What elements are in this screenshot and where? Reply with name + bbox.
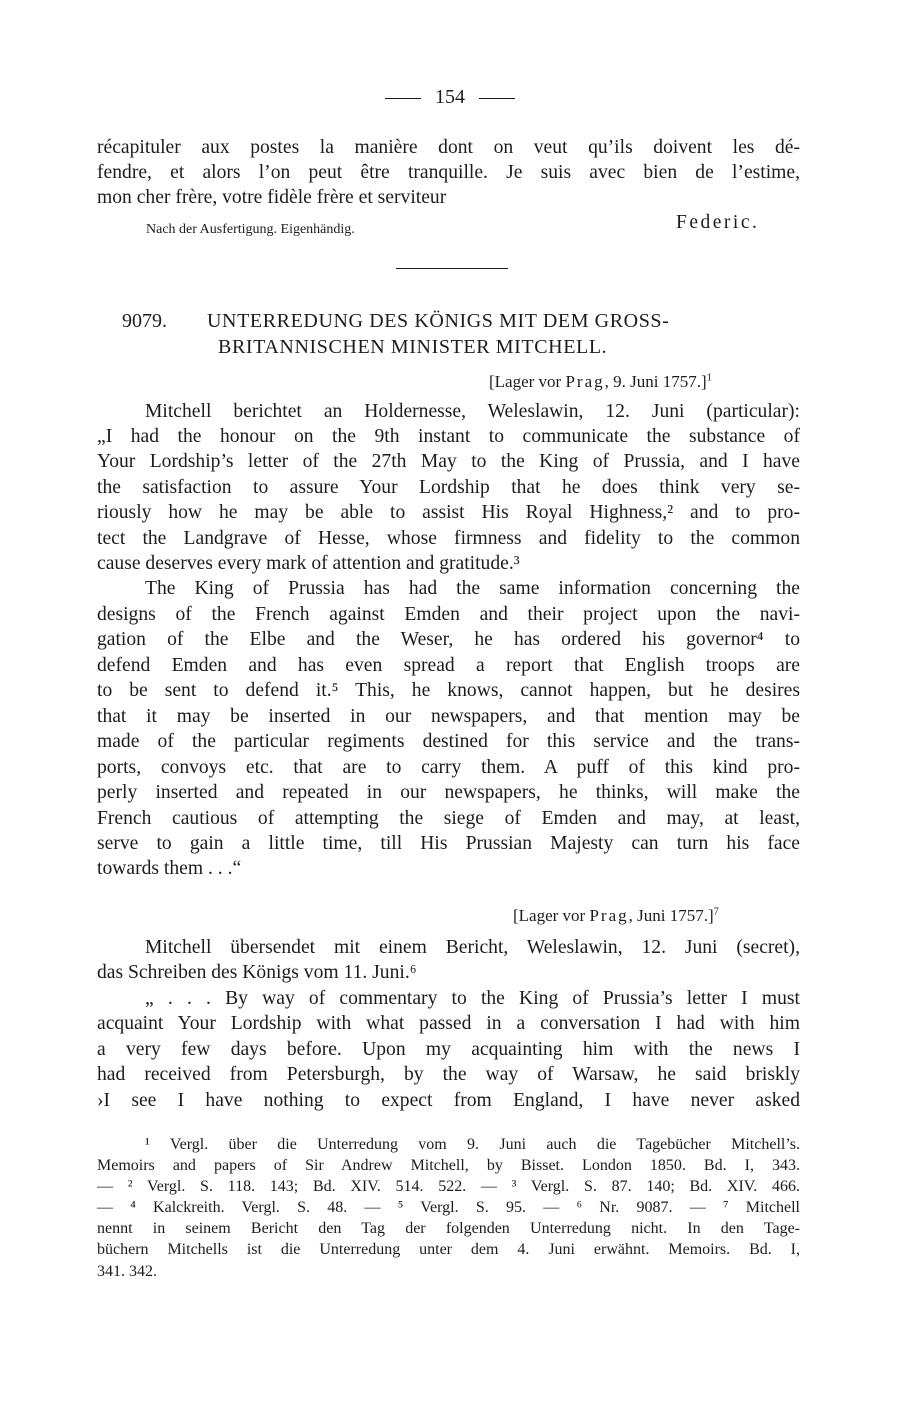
text-line: ›I see I have nothing to expect from England, I have never asked [97,1090,800,1111]
document-number: 9079. [122,310,167,332]
footnote-line: büchern Mitchells ist die Unterredung unter dem 4. Juni erwähnt. Memoirs. Bd. I, [97,1241,800,1258]
document-title-line2: BRITANNISCHEN MINISTER MITCHELL. [218,336,608,358]
text-line: a very few days before. Upon my acquainting him with the news I [97,1039,800,1060]
text-line: defend Emden and has even spread a report that English troops are [97,655,800,676]
header-dash-right [479,98,515,99]
text-line: had received from Petersburgh, by the way of Warsaw, he said briskly [97,1064,800,1085]
text-line: made of the particular regiments destined for this service and the trans- [97,731,800,752]
date-line [513,906,719,926]
footnote-line: Memoirs and papers of Sir Andrew Mitchell, by Bisset. London 1850. Bd. I, 343. [97,1157,800,1174]
text-line: The King of Prussia has had the same information concerning the [145,578,800,599]
text-line: tect the Landgrave of Hesse, whose firmness and fidelity to the common [97,528,800,549]
text-line: cause deserves every mark of attention and gratitude.³ [97,553,520,574]
date-place: Prag [565,372,605,391]
date-suffix: , 9. Juni 1757.] [604,372,707,391]
text-line: serve to gain a little time, till His Prussian Majesty can turn his face [97,833,800,854]
text-line: riously how he may be able to assist His Royal Highness,² and to pro- [97,502,800,523]
section-divider [396,268,508,269]
header-dash-left [385,98,421,99]
text-line: „I had the honour on the 9th instant to communicate the substance of [97,426,800,447]
footnote-ref: 1 [706,372,712,384]
date-line [489,372,712,392]
page-header [0,84,900,110]
text-line: „ . . . By way of commentary to the King of Prussia’s letter I must [145,988,800,1009]
text-line: the satisfaction to assure Your Lordship that he does think very se- [97,477,800,498]
document-title-line1: UNTERREDUNG DES KÖNIGS MIT DEM GROSS- [207,310,670,332]
footnote-line: ¹ Vergl. über die Unterredung vom 9. Juni auch die Tagebücher Mitchell’s. [145,1136,800,1153]
text-line: towards them . . .“ [97,858,242,879]
text-line: récapituler aux postes la manière dont on veut qu’ils doivent les dé- [97,137,800,158]
text-line: designs of the French against Emden and their project upon the navi- [97,604,800,625]
text-line: gation of the Elbe and the Weser, he has ordered his governor⁴ to [97,629,800,650]
text-line: Mitchell berichtet an Holdernesse, Weleslawin, 12. Juni (particular): [145,401,800,422]
text-line: that it may be inserted in our newspapers, and that mention may be [97,706,800,727]
date-suffix: , Juni 1757.] [628,906,714,925]
date-place: Prag [589,906,629,925]
text-line: to be sent to defend it.⁵ This, he knows, cannot happen, but he desires [97,680,800,701]
text-line: acquaint Your Lordship with what passed in a conversation I had with him [97,1013,800,1034]
date-prefix: [Lager vor [489,372,566,391]
signature: Federic. [676,212,760,233]
text-line: Your Lordship’s letter of the 27th May to the King of Prussia, and I have [97,451,800,472]
footnote-line: — ⁴ Kalckreith. Vergl. S. 48. — ⁵ Vergl. S. 95. — ⁶ Nr. 9087. — ⁷ Mitchell [97,1199,800,1216]
text-line: fendre, et alors l’on peut être tranquille. Je suis avec bien de l’estime, [97,162,800,183]
text-line: das Schreiben des Königs vom 11. Juni.⁶ [97,962,417,983]
text-line: ports, convoys etc. that are to carry them. A puff of this kind pro- [97,757,800,778]
footnote-line: — ² Vergl. S. 118. 143; Bd. XIV. 514. 522. — ³ Vergl. S. 87. 140; Bd. XIV. 466. [97,1178,800,1195]
page-number: 154 [435,86,465,108]
text-line: mon cher frère, votre fidèle frère et serviteur [97,187,447,208]
text-line: French cautious of attempting the siege of Emden and may, at least, [97,808,800,829]
footnote-line: nennt in seinem Bericht den Tag der folgenden Unterredung nicht. In den Tage- [97,1220,800,1237]
date-prefix: [Lager vor [513,906,590,925]
source-note: Nach der Ausfertigung. Eigenhändig. [146,222,355,237]
text-line: perly inserted and repeated in our newspapers, he thinks, will make the [97,782,800,803]
text-line: Mitchell übersendet mit einem Bericht, Weleslawin, 12. Juni (secret), [145,937,800,958]
footnote-line: 341. 342. [97,1263,157,1280]
footnote-ref: 7 [713,906,719,918]
